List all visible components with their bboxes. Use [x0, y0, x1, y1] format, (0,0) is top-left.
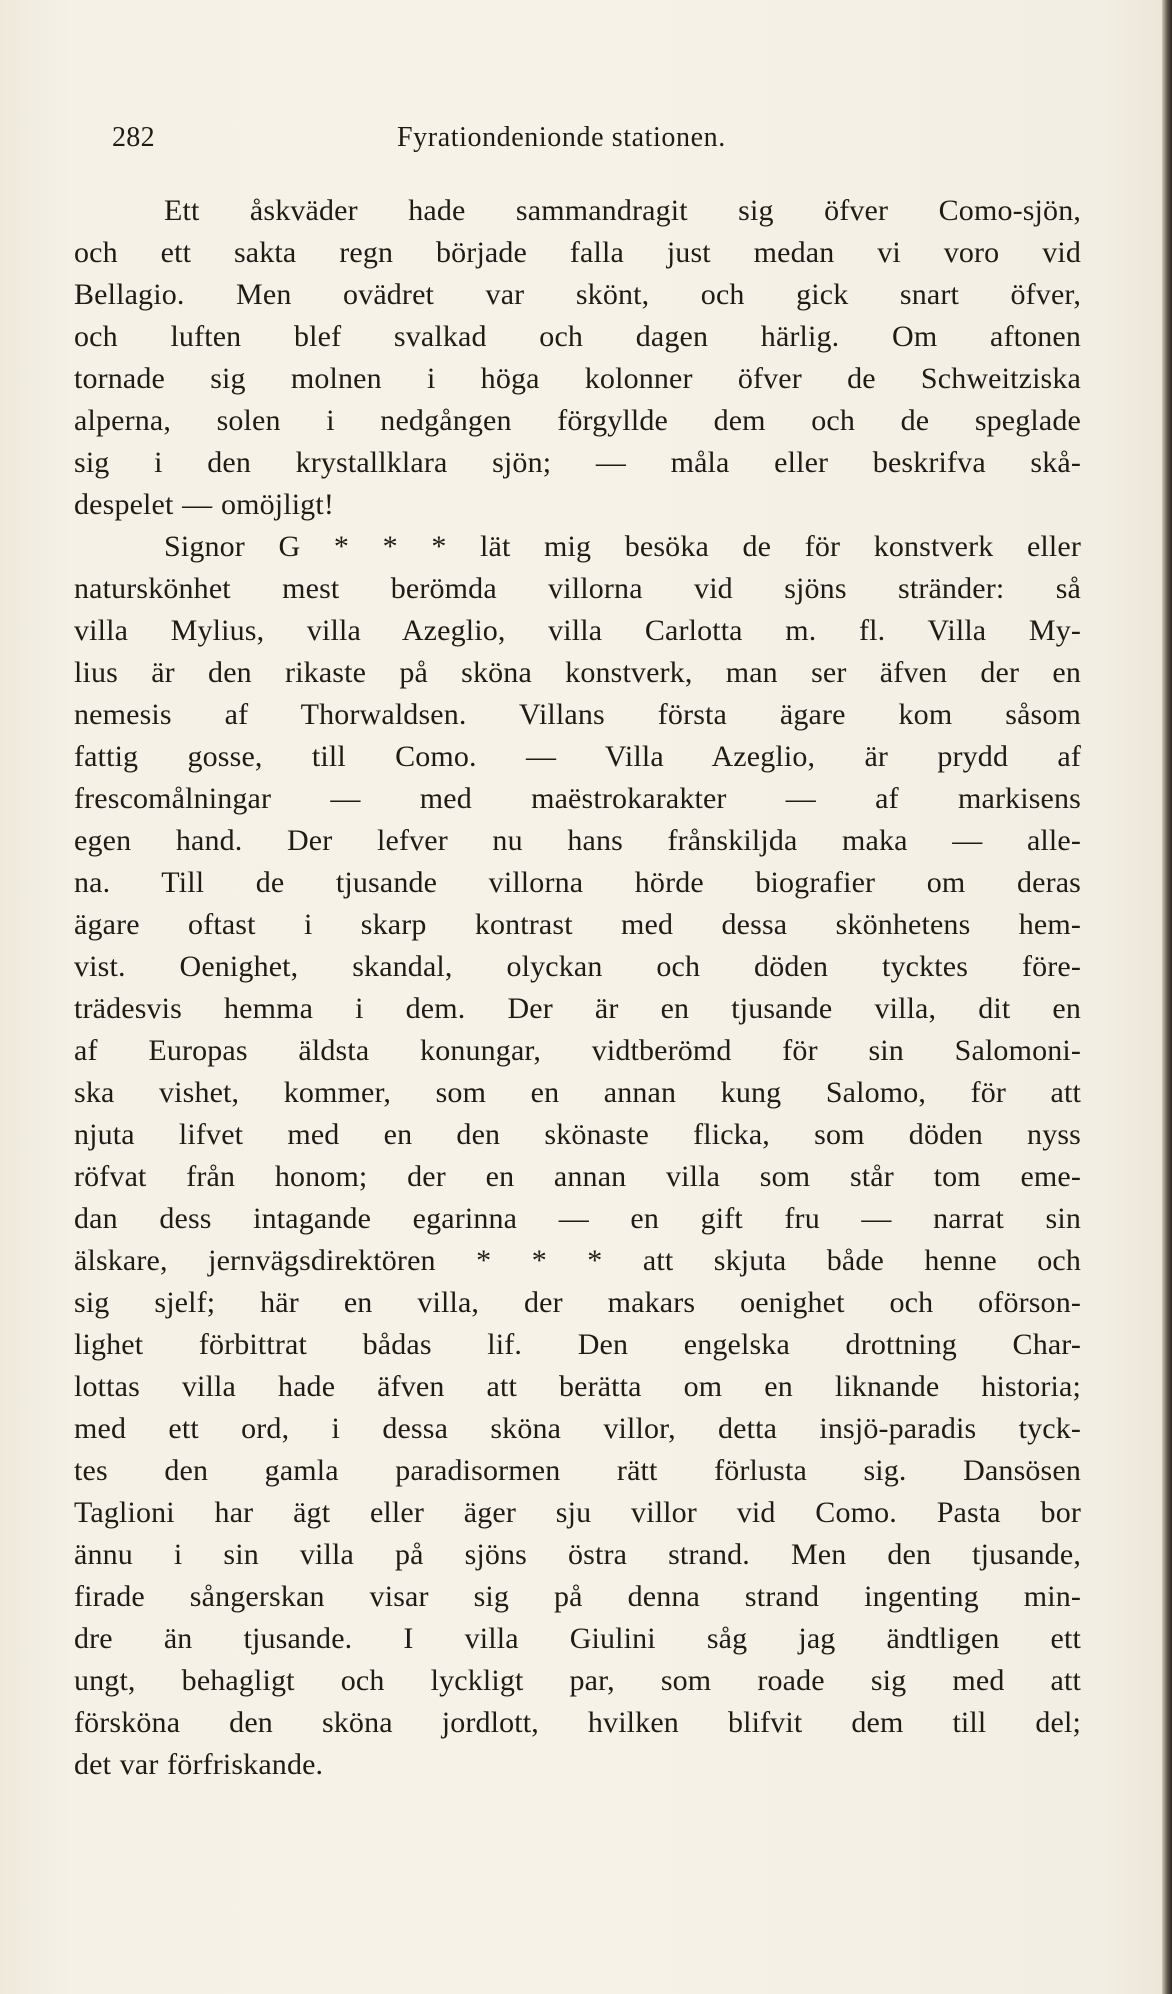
text-line: egen hand. Der lefver nu hans frånskiljda maka — alle- [74, 824, 1081, 857]
text-line: med ett ord, i dessa sköna villor, detta insjö-paradis tyck- [74, 1412, 1081, 1445]
text-line: villa Mylius, villa Azeglio, villa Carlotta m. fl. Villa My- [74, 614, 1081, 647]
text-line: naturskönhet mest berömda villorna vid sjöns stränder: så [74, 572, 1081, 605]
text-line: röfvat från honom; der en annan villa som står tom eme- [74, 1160, 1081, 1193]
text-line: dre än tjusande. I villa Giulini såg jag ändtligen ett [74, 1622, 1081, 1655]
text-line: Taglioni har ägt eller äger sju villor vid Como. Pasta bor [74, 1496, 1081, 1529]
text-line: försköna den sköna jordlott, hvilken blifvit dem till del; [74, 1706, 1081, 1739]
page-number: 282 [112, 122, 155, 153]
text-line: despelet — omöjligt! [74, 488, 334, 521]
body-text [74, 190, 1081, 1786]
text-line: Ett åskväder hade sammandragit sig öfver Como-sjön, [164, 194, 1081, 227]
text-line: tes den gamla paradisormen rätt förlusta sig. Dansösen [74, 1454, 1081, 1487]
text-line: nemesis af Thorwaldsen. Villans första ägare kom såsom [74, 698, 1081, 731]
text-line: tornade sig molnen i höga kolonner öfver de Schweitziska [74, 362, 1081, 395]
text-line: och ett sakta regn började falla just medan vi voro vid [74, 236, 1081, 269]
text-line: lottas villa hade äfven att berätta om en liknande historia; [74, 1370, 1081, 1403]
text-line: ska vishet, kommer, som en annan kung Salomo, för att [74, 1076, 1081, 1109]
text-line: ungt, behagligt och lyckligt par, som roade sig med att [74, 1664, 1081, 1697]
text-line: älskare, jernvägsdirektören * * * att skjuta både henne och [74, 1244, 1081, 1277]
text-line: alperna, solen i nedgången förgyllde dem och de speglade [74, 404, 1081, 437]
text-line: det var förfriskande. [74, 1748, 324, 1781]
text-line: lighet förbittrat bådas lif. Den engelska drottning Char- [74, 1328, 1081, 1361]
text-line: ännu i sin villa på sjöns östra strand. Men den tjusande, [74, 1538, 1081, 1571]
text-line: af Europas äldsta konungar, vidtberömd för sin Salomoni- [74, 1034, 1081, 1067]
text-line: njuta lifvet med en den skönaste flicka, som döden nyss [74, 1118, 1081, 1151]
text-line: Signor G * * * lät mig besöka de för konstverk eller [164, 530, 1081, 563]
text-line: firade sångerskan visar sig på denna strand ingenting min- [74, 1580, 1081, 1613]
text-line: och luften blef svalkad och dagen härlig. Om aftonen [74, 320, 1081, 353]
page-header [112, 118, 812, 158]
running-title: Fyrationdenionde stationen. [397, 122, 726, 153]
text-line: ägare oftast i skarp kontrast med dessa skönhetens hem- [74, 908, 1081, 941]
text-line: lius är den rikaste på sköna konstverk, man ser äfven der en [74, 656, 1081, 689]
text-line: Bellagio. Men ovädret var skönt, och gick snart öfver, [74, 278, 1081, 311]
text-line: na. Till de tjusande villorna hörde biografier om deras [74, 866, 1081, 899]
text-line: sig i den krystallklara sjön; — måla eller beskrifva skå- [74, 446, 1081, 479]
text-line: vist. Oenighet, skandal, olyckan och döden tycktes före- [74, 950, 1081, 983]
text-line: trädesvis hemma i dem. Der är en tjusande villa, dit en [74, 992, 1081, 1025]
page-edge-shadow [1162, 0, 1172, 1994]
text-line: dan dess intagande egarinna — en gift fru — narrat sin [74, 1202, 1081, 1235]
text-line: frescomålningar — med maëstrokarakter — af markisens [74, 782, 1081, 815]
text-line: fattig gosse, till Como. — Villa Azeglio, är prydd af [74, 740, 1081, 773]
text-line: sig sjelf; här en villa, der makars oenighet och oförson- [74, 1286, 1081, 1319]
